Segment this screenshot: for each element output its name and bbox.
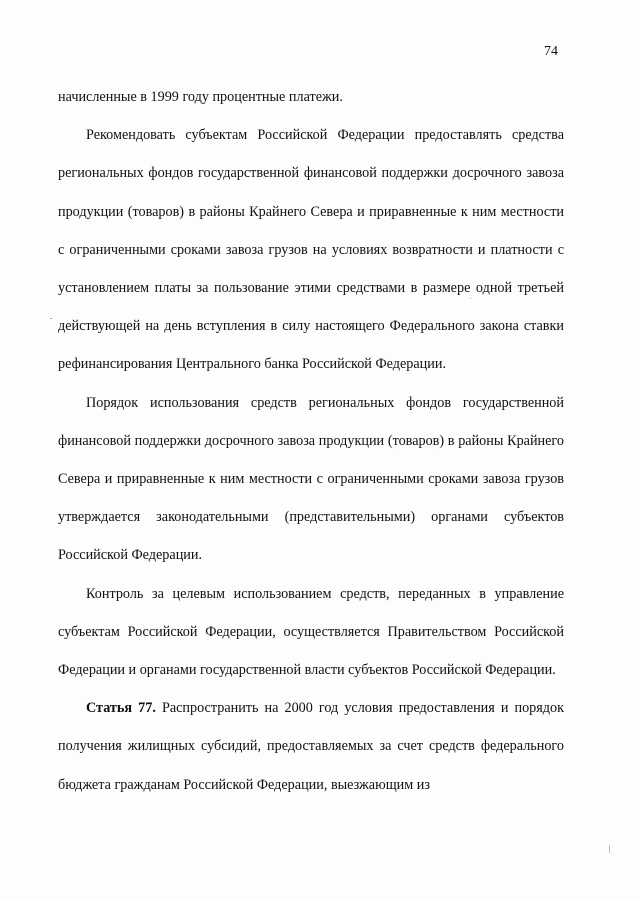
scan-speck — [609, 845, 610, 853]
scan-speck — [470, 298, 471, 299]
article-label: Статья 77. — [86, 700, 156, 717]
paragraph-continuation: начисленные в 1999 году процентные платежи. — [58, 89, 343, 105]
document-body — [58, 78, 564, 804]
paragraph-control: Контроль за целевым использованием средств, переданных в управление субъектам Российской Федерации, осуществляется Правительством Российской Федерации и органами государственной власти субъектов Российской Федерации. — [58, 585, 564, 679]
paragraph-article-77 — [58, 689, 564, 804]
page-number: 74 — [544, 44, 558, 59]
scan-speck — [50, 318, 52, 319]
article-text: Распространить на 2000 год условия предоставления и порядок получения жилищных субсидий, предоставляемых за счет средств федерального бюджета гражданам Российской Федерации, выезжающим из — [58, 700, 565, 793]
paragraph-usage-procedure: Порядок использования средств региональных фондов государственной финансовой поддержки досрочного завоза продукции (товаров) в районы Крайнего Севера и приравненные к ним местности с ограниченными сроками завоза грузов утверждается законодательными (представительными) органами субъектов Российской Федерации. — [58, 394, 564, 564]
paragraph-recommendation: Рекомендовать субъектам Российской Федерации предоставлять средства региональных фондов государственной финансовой поддержки досрочного завоза продукции (товаров) в районы Крайнего Севера и приравненные к ним местности с ограниченными сроками завоза грузов на условиях возвратности и платности с установлением платы за пользование этими средствами в размере одной третьей действующей на день вступления в силу настоящего Федерального закона ставки рефинансирования Центрального банка Российской Федерации. — [58, 127, 564, 373]
